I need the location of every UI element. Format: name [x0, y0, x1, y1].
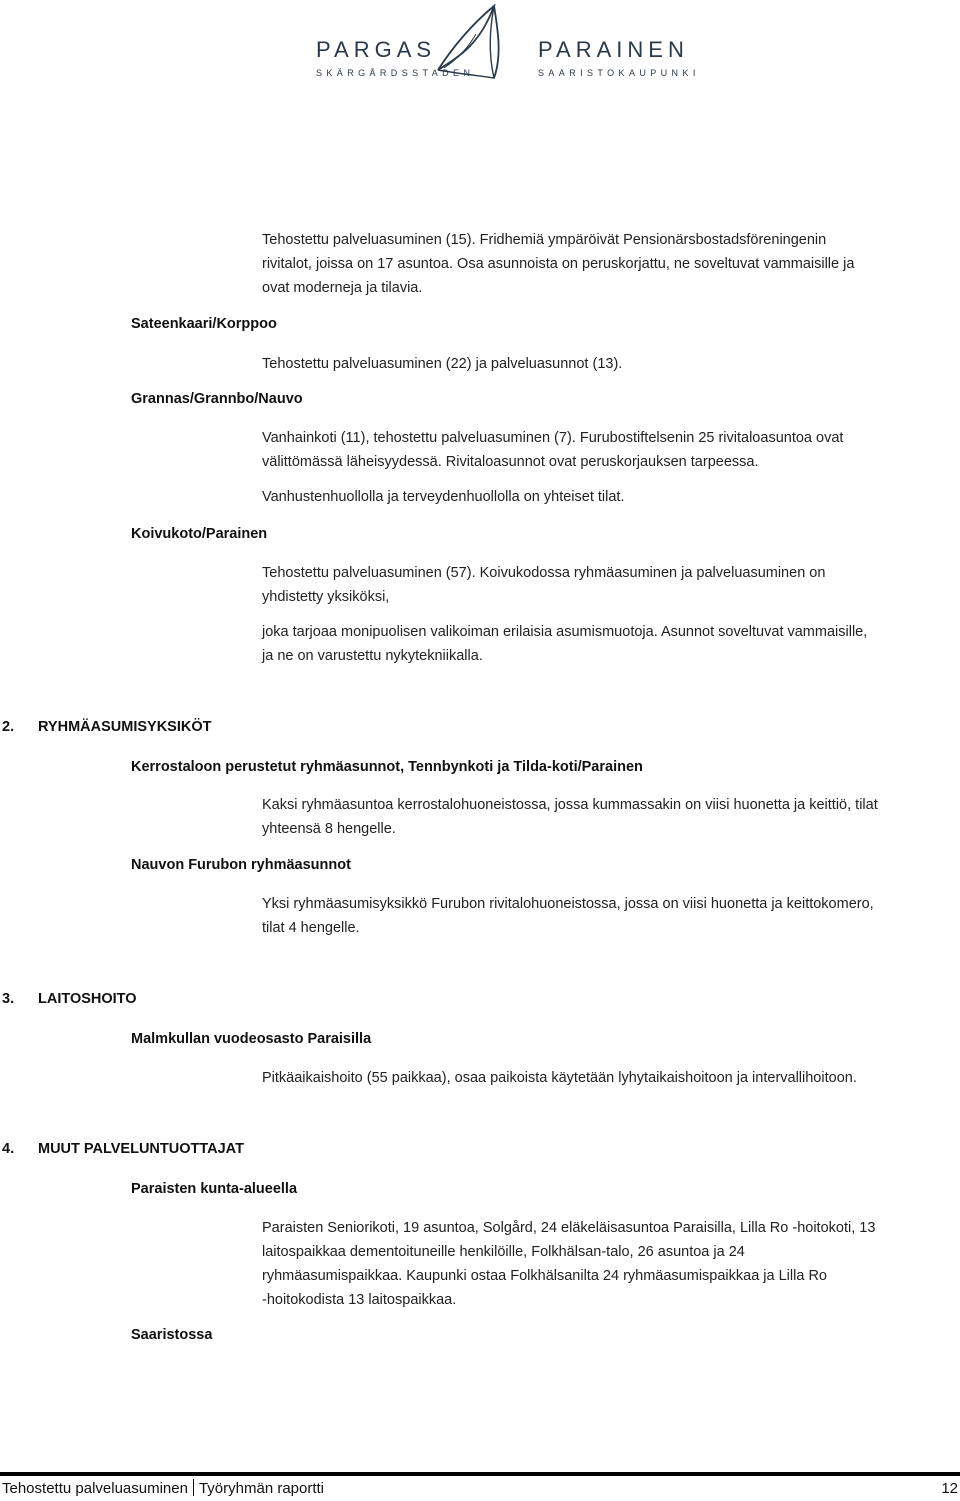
footer-subtitle: Työryhmän raportti — [198, 1480, 325, 1497]
logo-word-parainen: PARAINEN — [538, 37, 689, 62]
logo-right — [538, 38, 700, 80]
label-paraisten-kunta: Paraisten kunta-alueella — [131, 1181, 298, 1197]
text-line: Tehostettu palveluasuminen (57). Koivukodossa ryhmäasuminen ja palveluasuminen on — [262, 565, 826, 581]
text-line: Paraisten Seniorikoti, 19 asuntoa, Solgård, 24 eläkeläisasuntoa Paraisilla, Lilla Ro -hoitokoti, 13 — [262, 1220, 876, 1236]
logo-sub-saaristokaupunki: SAARISTOKAUPUNKI — [538, 68, 700, 78]
label-saaristossa: Saaristossa — [131, 1327, 213, 1343]
text-line: joka tarjoaa monipuolisen valikoiman erilaisia asumismuotoja. Asunnot soveltuvat vammaisille, — [262, 624, 868, 640]
label-kerrostalo: Kerrostaloon perustetut ryhmäasunnot, Tennbynkoti ja Tilda-koti/Parainen — [131, 759, 643, 775]
text-line: yhteensä 8 hengelle. — [262, 821, 396, 837]
footer-rule — [0, 1472, 960, 1476]
text-line: rivitalot, joissa on 17 asuntoa. Osa asunnoista on peruskorjattu, ne soveltuvat vammaisille ja — [262, 256, 855, 272]
section-title: RYHMÄASUMISYKSIKÖT — [38, 719, 212, 735]
text-line: tilat 4 hengelle. — [262, 920, 360, 936]
text-line: Yksi ryhmäasumisyksikkö Furubon rivitalohuoneistossa, jossa on viisi huonetta ja keittokomero, — [262, 896, 874, 912]
section-4-heading — [2, 1137, 244, 1161]
section-number: 3. — [2, 991, 15, 1007]
label-grannas: Grannas/Grannbo/Nauvo — [131, 391, 303, 407]
text-line: Tehostettu palveluasuminen (15). Fridhemiä ympäröivät Pensionärsbostadsföreningenin — [262, 232, 827, 248]
label-koivukoto: Koivukoto/Parainen — [131, 526, 268, 542]
section-title: MUUT PALVELUNTUOTTAJAT — [38, 1141, 244, 1157]
text-line: Vanhainkoti (11), tehostettu palveluasuminen (7). Furubostiftelsenin 25 rivitaloasuntoa ovat — [262, 430, 844, 446]
koivukoto-text — [262, 561, 825, 609]
furubo-text — [262, 892, 874, 940]
paraisten-text — [262, 1216, 875, 1312]
fridhem-text — [262, 228, 854, 300]
logo-word-pargas: PARGAS — [316, 37, 437, 62]
section-title: LAITOSHOITO — [38, 991, 137, 1007]
grannas-text-2: Vanhustenhuollolla ja terveydenhuollolla on yhteiset tilat. — [262, 489, 625, 505]
koivukoto-text-2 — [262, 620, 867, 668]
text-line: yhdistetty yksiköksi, — [262, 589, 390, 605]
label-furubo: Nauvon Furubon ryhmäasunnot — [131, 857, 351, 873]
text-line: -hoitokodista 13 laitospaikkaa. — [262, 1292, 457, 1308]
footer-left — [2, 1478, 324, 1500]
page-number: 12 — [941, 1480, 958, 1497]
text-line: Kaksi ryhmäasuntoa kerrostalohuoneistossa, jossa kummassakin on viisi huonetta ja keittiö, tilat — [262, 797, 878, 813]
section-number: 4. — [2, 1141, 15, 1157]
section-3-heading — [2, 987, 137, 1011]
text-line: ovat moderneja ja tilavia. — [262, 280, 423, 296]
grannas-text — [262, 426, 843, 474]
sateenkaari-text: Tehostettu palveluasuminen (22) ja palveluasunnot (13). — [262, 356, 623, 372]
footer-title: Tehostettu palveluasuminen — [2, 1480, 188, 1497]
malmkulla-text: Pitkäaikaishoito (55 paikkaa), osaa paikoista käytetään lyhytaikaishoitoon ja intervallihoitoon. — [262, 1070, 857, 1086]
label-malmkulla: Malmkullan vuodeosasto Paraisilla — [131, 1031, 372, 1047]
sail-logo-icon — [432, 4, 522, 86]
text-line: ja ne on varustettu nykytekniikalla. — [262, 648, 483, 664]
section-2-heading — [2, 715, 211, 739]
text-line: välittömässä läheisyydessä. Rivitaloasunnot ovat peruskorjauksen tarpeessa. — [262, 454, 759, 470]
label-sateenkaari: Sateenkaari/Korppoo — [131, 316, 277, 332]
section-number: 2. — [2, 719, 15, 735]
text-line: ryhmäasumispaikkaa. Kaupunki ostaa Folkhälsanilta 24 ryhmäasumispaikkaa ja Lilla Ro — [262, 1268, 827, 1284]
kerrostalo-text — [262, 793, 878, 841]
footer-separator — [193, 1479, 194, 1496]
text-line: laitospaikkaa dementoituneille henkilöille, Folkhälsan-talo, 26 asuntoa ja 24 — [262, 1244, 745, 1260]
logo-sub-skargardsstaden: SKÄRGÅRDSSTADEN — [316, 68, 475, 78]
